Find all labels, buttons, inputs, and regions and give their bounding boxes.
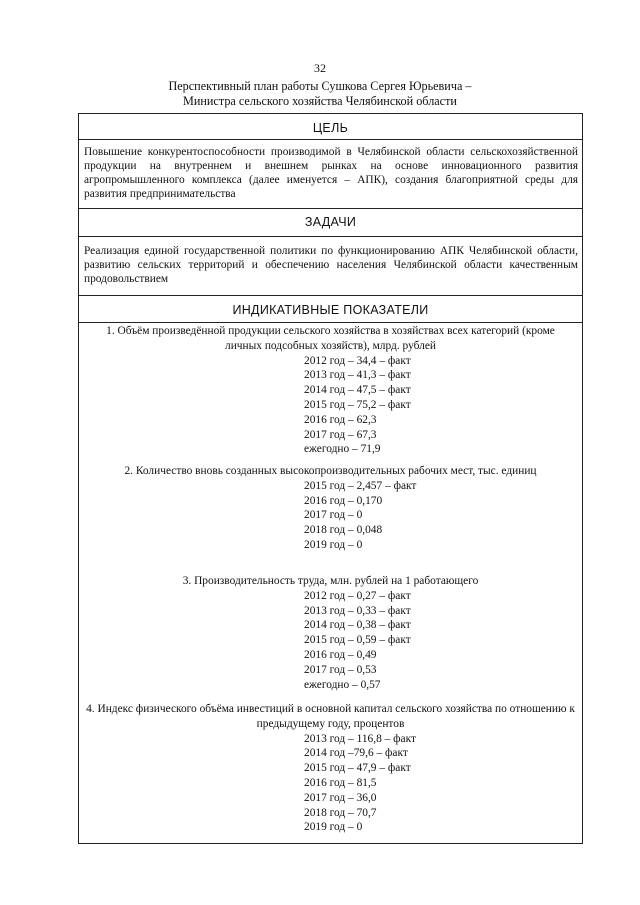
title-line-2: Министра сельского хозяйства Челябинской области	[183, 94, 457, 108]
indicator-row: 2018 год – 0,048	[304, 524, 383, 537]
indicator-title: 2. Количество вновь созданных высокопроизводительных рабочих мест, тыс. единиц	[124, 465, 537, 477]
indicator-2	[79, 464, 582, 553]
tasks-header: ЗАДАЧИ	[304, 215, 357, 229]
indicator-row: 2019 год – 0	[304, 538, 363, 551]
divider	[79, 208, 582, 209]
indicator-row: 2015 год – 0,59 – факт	[304, 634, 411, 647]
indicator-title: 1. Объём произведённой продукции сельского хозяйства в хозяйствах всех категорий (кроме личных подсобных хозяйств), млрд. рублей	[106, 325, 555, 352]
indicator-row: 2017 год – 0,53	[304, 663, 377, 676]
goal-header: ЦЕЛЬ	[312, 121, 349, 135]
divider	[79, 322, 582, 323]
indicator-3	[79, 574, 582, 692]
plan-table	[78, 113, 583, 844]
title-line-1: Перспективный план работы Сушкова Сергея Юрьевича –	[168, 79, 472, 93]
indicator-row: ежегодно – 0,57	[304, 678, 381, 691]
indicator-row: 2012 год – 34,4 – факт	[304, 354, 411, 367]
indicator-row: 2015 год – 47,9 – факт	[304, 762, 411, 775]
indicator-row: 2015 год – 75,2 – факт	[304, 398, 411, 411]
indicator-title: 3. Производительность труда, млн. рублей на 1 работающего	[182, 575, 479, 587]
indicator-row: 2015 год – 2,457 – факт	[304, 479, 417, 492]
indicator-row: 2018 год – 70,7	[304, 806, 377, 819]
divider	[79, 236, 582, 237]
indicator-row: 2013 год – 0,33 – факт	[304, 604, 411, 617]
indicator-row: ежегодно – 71,9	[304, 443, 381, 456]
indicator-row: 2017 год – 0	[304, 509, 363, 522]
indicator-title: 4. Индекс физического объёма инвестиций в основной капитал сельского хозяйства по отношению к предыдущему году, процентов	[86, 703, 575, 730]
indicator-4	[79, 702, 582, 835]
indicator-row: 2013 год – 41,3 – факт	[304, 369, 411, 382]
indicator-row: 2013 год – 116,8 – факт	[304, 732, 416, 745]
indicator-1	[79, 324, 582, 457]
indicator-row: 2016 год – 0,170	[304, 494, 383, 507]
divider	[79, 295, 582, 296]
indicator-row: 2016 год – 0,49	[304, 648, 377, 661]
goal-text: Повышение конкурентоспособности производимой в Челябинской области сельскохозяйственной продукции на внутреннем и внешнем рынках на основе инновационного развития агропромышленного комплекса (далее именуется – АПК), создания благоприятной среды для развития предпринимательства	[84, 146, 578, 200]
page-number: 32	[314, 61, 326, 75]
indicator-row: 2014 год – 47,5 – факт	[304, 384, 411, 397]
tasks-text: Реализация единой государственной политики по функционированию АПК Челябинской области, развитию сельских территорий и обеспечению населения Челябинской области качественным продовольствием	[84, 245, 578, 285]
indicator-row: 2016 год – 81,5	[304, 776, 377, 789]
indicator-row: 2012 год – 0,27 – факт	[304, 589, 411, 602]
indicator-row: 2016 год – 62,3	[304, 413, 377, 426]
page-title	[0, 79, 640, 109]
indicator-row: 2014 год –79,6 – факт	[304, 747, 408, 760]
indicator-row: 2014 год – 0,38 – факт	[304, 619, 411, 632]
divider	[79, 139, 582, 140]
indicator-row: 2017 год – 67,3	[304, 428, 377, 441]
indicators-header: ИНДИКАТИВНЫЕ ПОКАЗАТЕЛИ	[232, 303, 429, 317]
indicator-row: 2019 год – 0	[304, 821, 363, 834]
indicator-row: 2017 год – 36,0	[304, 791, 377, 804]
